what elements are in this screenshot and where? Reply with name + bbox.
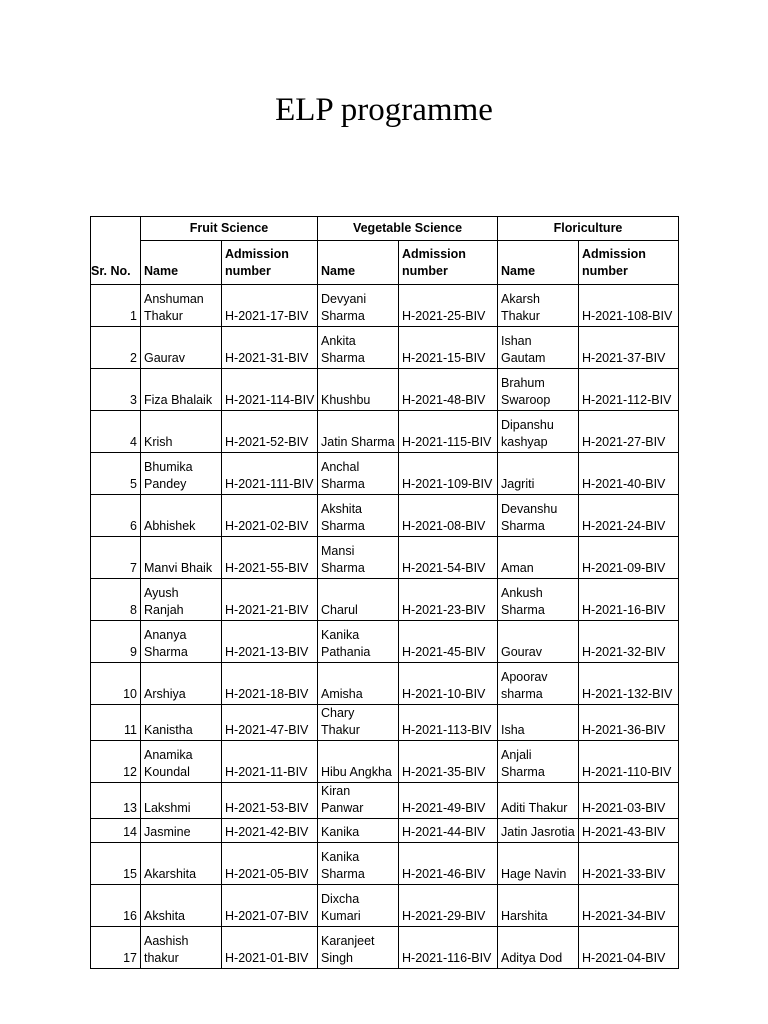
floriculture-admission-cell: H-2021-110-BIV bbox=[579, 741, 679, 783]
fruit-admission-cell: H-2021-17-BIV bbox=[222, 285, 318, 327]
vegetable-name-cell: Kanika bbox=[318, 819, 399, 843]
floriculture-admission-cell: H-2021-132-BIV bbox=[579, 663, 679, 705]
floriculture-name-cell: Jatin Jasrotia bbox=[498, 819, 579, 843]
fruit-name-cell: Manvi Bhaik bbox=[141, 537, 222, 579]
floriculture-admission-cell: H-2021-16-BIV bbox=[579, 579, 679, 621]
vegetable-admission-cell: H-2021-115-BIV bbox=[399, 411, 498, 453]
vegetable-name-cell: Mansi Sharma bbox=[318, 537, 399, 579]
vegetable-name-cell: Chary Thakur bbox=[318, 705, 399, 741]
vegetable-admission-cell: H-2021-29-BIV bbox=[399, 885, 498, 927]
floriculture-name-cell: Akarsh Thakur bbox=[498, 285, 579, 327]
vegetable-admission-cell: H-2021-49-BIV bbox=[399, 783, 498, 819]
fruit-admission-cell: H-2021-13-BIV bbox=[222, 621, 318, 663]
vegetable-name-cell: Hibu Angkha bbox=[318, 741, 399, 783]
floriculture-admission-cell: H-2021-03-BIV bbox=[579, 783, 679, 819]
sr-no-cell: 6 bbox=[91, 495, 141, 537]
table-row bbox=[91, 495, 679, 537]
table-row bbox=[91, 621, 679, 663]
table-row bbox=[91, 885, 679, 927]
fruit-name-cell: Bhumika Pandey bbox=[141, 453, 222, 495]
admission-header: Admission number bbox=[579, 241, 679, 285]
table-row bbox=[91, 411, 679, 453]
vegetable-name-cell: Akshita Sharma bbox=[318, 495, 399, 537]
sr-no-cell: 9 bbox=[91, 621, 141, 663]
floriculture-name-cell: Anjali Sharma bbox=[498, 741, 579, 783]
floriculture-admission-cell: H-2021-09-BIV bbox=[579, 537, 679, 579]
sr-no-cell: 4 bbox=[91, 411, 141, 453]
floriculture-name-cell: Ankush Sharma bbox=[498, 579, 579, 621]
sr-no-cell: 15 bbox=[91, 843, 141, 885]
fruit-admission-cell: H-2021-05-BIV bbox=[222, 843, 318, 885]
table-row bbox=[91, 327, 679, 369]
sr-no-cell: 10 bbox=[91, 663, 141, 705]
table-row bbox=[91, 663, 679, 705]
floriculture-admission-cell: H-2021-24-BIV bbox=[579, 495, 679, 537]
fruit-name-cell: Akshita bbox=[141, 885, 222, 927]
fruit-name-cell: Krish bbox=[141, 411, 222, 453]
fruit-name-cell: Arshiya bbox=[141, 663, 222, 705]
vegetable-admission-cell: H-2021-54-BIV bbox=[399, 537, 498, 579]
admission-header: Admission number bbox=[222, 241, 318, 285]
fruit-admission-cell: H-2021-02-BIV bbox=[222, 495, 318, 537]
name-header: Name bbox=[498, 241, 579, 285]
vegetable-name-cell: Devyani Sharma bbox=[318, 285, 399, 327]
vegetable-admission-cell: H-2021-46-BIV bbox=[399, 843, 498, 885]
table-row bbox=[91, 453, 679, 495]
floriculture-admission-cell: H-2021-34-BIV bbox=[579, 885, 679, 927]
vegetable-admission-cell: H-2021-35-BIV bbox=[399, 741, 498, 783]
vegetable-name-cell: Karanjeet Singh bbox=[318, 927, 399, 969]
floriculture-admission-cell: H-2021-33-BIV bbox=[579, 843, 679, 885]
fruit-admission-cell: H-2021-53-BIV bbox=[222, 783, 318, 819]
page-title: ELP programme bbox=[275, 92, 493, 128]
fruit-name-cell: Kanistha bbox=[141, 705, 222, 741]
floriculture-name-cell: Dipanshu kashyap bbox=[498, 411, 579, 453]
floriculture-admission-cell: H-2021-40-BIV bbox=[579, 453, 679, 495]
table-row bbox=[91, 705, 679, 741]
floriculture-name-cell: Ishan Gautam bbox=[498, 327, 579, 369]
fruit-admission-cell: H-2021-07-BIV bbox=[222, 885, 318, 927]
vegetable-admission-cell: H-2021-08-BIV bbox=[399, 495, 498, 537]
sr-no-cell: 13 bbox=[91, 783, 141, 819]
fruit-name-cell: Aashish thakur bbox=[141, 927, 222, 969]
sr-no-header: Sr. No. bbox=[91, 217, 141, 285]
fruit-name-cell: Gaurav bbox=[141, 327, 222, 369]
fruit-name-cell: Ayush Ranjah bbox=[141, 579, 222, 621]
fruit-name-cell: Akarshita bbox=[141, 843, 222, 885]
sr-no-cell: 5 bbox=[91, 453, 141, 495]
vegetable-admission-cell: H-2021-113-BIV bbox=[399, 705, 498, 741]
floriculture-admission-cell: H-2021-27-BIV bbox=[579, 411, 679, 453]
table-row bbox=[91, 537, 679, 579]
floriculture-name-cell: Jagriti bbox=[498, 453, 579, 495]
fruit-admission-cell: H-2021-111-BIV bbox=[222, 453, 318, 495]
vegetable-name-cell: Anchal Sharma bbox=[318, 453, 399, 495]
table-row bbox=[91, 819, 679, 843]
sr-no-cell: 12 bbox=[91, 741, 141, 783]
floriculture-name-cell: Harshita bbox=[498, 885, 579, 927]
floriculture-admission-cell: H-2021-108-BIV bbox=[579, 285, 679, 327]
table-row bbox=[91, 843, 679, 885]
fruit-admission-cell: H-2021-21-BIV bbox=[222, 579, 318, 621]
sr-no-cell: 3 bbox=[91, 369, 141, 411]
fruit-name-cell: Anshuman Thakur bbox=[141, 285, 222, 327]
fruit-admission-cell: H-2021-42-BIV bbox=[222, 819, 318, 843]
vegetable-admission-cell: H-2021-109-BIV bbox=[399, 453, 498, 495]
fruit-admission-cell: H-2021-114-BIV bbox=[222, 369, 318, 411]
elp-table bbox=[90, 216, 679, 969]
fruit-admission-cell: H-2021-52-BIV bbox=[222, 411, 318, 453]
fruit-name-cell: Ananya Sharma bbox=[141, 621, 222, 663]
floriculture-admission-cell: H-2021-112-BIV bbox=[579, 369, 679, 411]
name-header: Name bbox=[141, 241, 222, 285]
sr-no-cell: 8 bbox=[91, 579, 141, 621]
table-row bbox=[91, 285, 679, 327]
sr-no-cell: 16 bbox=[91, 885, 141, 927]
vegetable-admission-cell: H-2021-23-BIV bbox=[399, 579, 498, 621]
floriculture-name-cell: Brahum Swaroop bbox=[498, 369, 579, 411]
sr-no-cell: 14 bbox=[91, 819, 141, 843]
vegetable-admission-cell: H-2021-48-BIV bbox=[399, 369, 498, 411]
vegetable-name-cell: Jatin Sharma bbox=[318, 411, 399, 453]
fruit-name-cell: Jasmine bbox=[141, 819, 222, 843]
fruit-admission-cell: H-2021-01-BIV bbox=[222, 927, 318, 969]
name-header: Name bbox=[318, 241, 399, 285]
table-row bbox=[91, 927, 679, 969]
vegetable-name-cell: Kanika Pathania bbox=[318, 621, 399, 663]
fruit-admission-cell: H-2021-18-BIV bbox=[222, 663, 318, 705]
group-header-fruit: Fruit Science bbox=[141, 217, 318, 241]
fruit-name-cell: Lakshmi bbox=[141, 783, 222, 819]
vegetable-admission-cell: H-2021-45-BIV bbox=[399, 621, 498, 663]
vegetable-admission-cell: H-2021-116-BIV bbox=[399, 927, 498, 969]
floriculture-name-cell: Devanshu Sharma bbox=[498, 495, 579, 537]
vegetable-admission-cell: H-2021-25-BIV bbox=[399, 285, 498, 327]
group-header-vegetable: Vegetable Science bbox=[318, 217, 498, 241]
table-row bbox=[91, 741, 679, 783]
vegetable-admission-cell: H-2021-44-BIV bbox=[399, 819, 498, 843]
table-row bbox=[91, 579, 679, 621]
floriculture-admission-cell: H-2021-43-BIV bbox=[579, 819, 679, 843]
admission-header: Admission number bbox=[399, 241, 498, 285]
vegetable-admission-cell: H-2021-15-BIV bbox=[399, 327, 498, 369]
floriculture-name-cell: Gourav bbox=[498, 621, 579, 663]
sr-no-cell: 17 bbox=[91, 927, 141, 969]
vegetable-name-cell: Charul bbox=[318, 579, 399, 621]
sr-no-cell: 7 bbox=[91, 537, 141, 579]
floriculture-name-cell: Aditi Thakur bbox=[498, 783, 579, 819]
floriculture-name-cell: Aman bbox=[498, 537, 579, 579]
fruit-admission-cell: H-2021-31-BIV bbox=[222, 327, 318, 369]
vegetable-name-cell: Dixcha Kumari bbox=[318, 885, 399, 927]
floriculture-name-cell: Aditya Dod bbox=[498, 927, 579, 969]
fruit-admission-cell: H-2021-11-BIV bbox=[222, 741, 318, 783]
vegetable-name-cell: Ankita Sharma bbox=[318, 327, 399, 369]
floriculture-name-cell: Isha bbox=[498, 705, 579, 741]
sr-no-cell: 2 bbox=[91, 327, 141, 369]
fruit-name-cell: Fiza Bhalaik bbox=[141, 369, 222, 411]
vegetable-name-cell: Kanika Sharma bbox=[318, 843, 399, 885]
table-row bbox=[91, 369, 679, 411]
vegetable-name-cell: Amisha bbox=[318, 663, 399, 705]
floriculture-name-cell: Hage Navin bbox=[498, 843, 579, 885]
floriculture-name-cell: Apoorav sharma bbox=[498, 663, 579, 705]
fruit-admission-cell: H-2021-47-BIV bbox=[222, 705, 318, 741]
vegetable-name-cell: Kiran Panwar bbox=[318, 783, 399, 819]
group-header-floriculture: Floriculture bbox=[498, 217, 679, 241]
floriculture-admission-cell: H-2021-36-BIV bbox=[579, 705, 679, 741]
floriculture-admission-cell: H-2021-37-BIV bbox=[579, 327, 679, 369]
floriculture-admission-cell: H-2021-32-BIV bbox=[579, 621, 679, 663]
sr-no-cell: 1 bbox=[91, 285, 141, 327]
vegetable-name-cell: Khushbu bbox=[318, 369, 399, 411]
floriculture-admission-cell: H-2021-04-BIV bbox=[579, 927, 679, 969]
fruit-name-cell: Abhishek bbox=[141, 495, 222, 537]
fruit-name-cell: Anamika Koundal bbox=[141, 741, 222, 783]
sr-no-cell: 11 bbox=[91, 705, 141, 741]
fruit-admission-cell: H-2021-55-BIV bbox=[222, 537, 318, 579]
vegetable-admission-cell: H-2021-10-BIV bbox=[399, 663, 498, 705]
table-row bbox=[91, 783, 679, 819]
